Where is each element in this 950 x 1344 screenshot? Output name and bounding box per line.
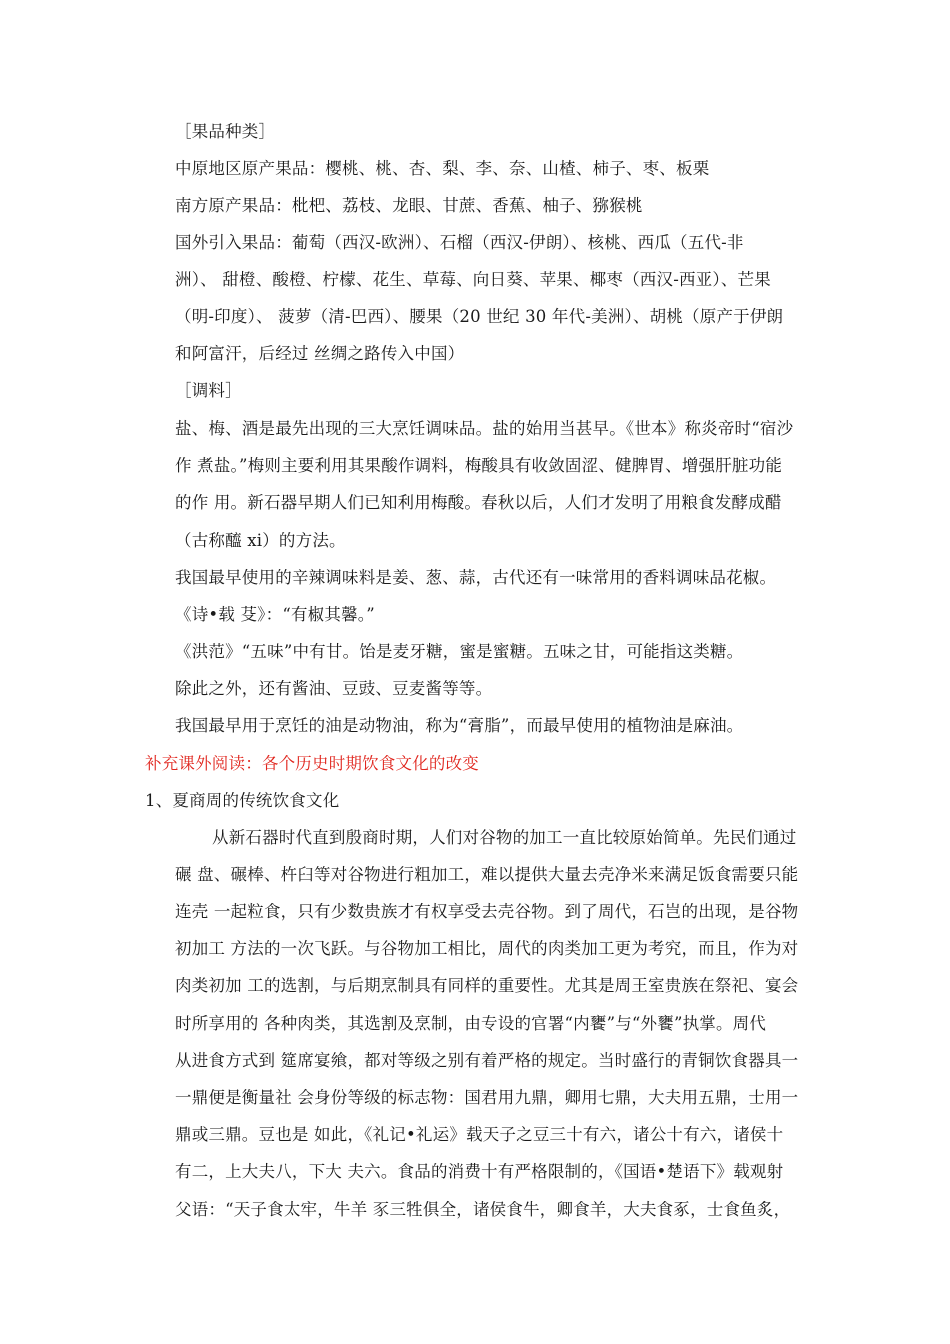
paragraph-line: 从进食方式到 筵席宴飨，都对等级之别有着严格的规定。当时盛行的青铜饮食器具一 bbox=[175, 1051, 799, 1070]
heading-fruit-types: ［果品种类］ bbox=[175, 122, 276, 141]
paragraph-line: 的作 用。新石器早期人们已知利用梅酸。春秋以后，人们才发明了用粮食发酵成醋 bbox=[175, 493, 782, 512]
paragraph-line: 从新石器时代直到殷商时期，人们对谷物的加工一直比较原始简单。先民们通过 bbox=[212, 828, 797, 847]
paragraph-line: 盐、梅、酒是最先出现的三大烹饪调味品。盐的始用当甚早。《世本》称炎帝时“宿沙 bbox=[175, 419, 794, 438]
paragraph-line: 作 煮盐。”梅则主要利用其果酸作调料，梅酸具有收敛固涩、健脾胃、增强肝脏功能 bbox=[175, 456, 783, 475]
paragraph-line: 碾 盘、碾棒、杵臼等对谷物进行粗加工，难以提供大量去壳净米来满足饭食需要只能 bbox=[175, 865, 799, 884]
paragraph-line: 连壳 一起粒食，只有少数贵族才有权享受去壳谷物。到了周代，石岂的出现，是谷物 bbox=[175, 902, 799, 921]
paragraph-line: 国外引入果品：葡萄（西汉-欧洲）、石榴（西汉-伊朗）、核桃、西瓜（五代-非 bbox=[175, 233, 744, 252]
section-heading-xia-shang-zhou: 1、夏商周的传统饮食文化 bbox=[145, 791, 340, 810]
paragraph-line: 一鼎便是衡量社 会身份等级的标志物：国君用九鼎，卿用七鼎，大夫用五鼎，士用一 bbox=[175, 1088, 799, 1107]
paragraph-line: 肉类初加 工的选割，与后期烹制具有同样的重要性。尤其是周王室贵族在祭祀、宴会 bbox=[175, 976, 799, 995]
paragraph-line: 洲）、 甜橙、酸橙、柠檬、花生、草莓、向日葵、苹果、椰枣（西汉-西亚）、芒果 bbox=[175, 270, 771, 289]
paragraph-line: 除此之外，还有酱油、豆豉、豆麦酱等等。 bbox=[175, 679, 493, 698]
paragraph-line: 和阿富汗，后经过 丝绸之路传入中国） bbox=[175, 344, 465, 363]
paragraph-line: 有二，上大夫八，下大 夫六。食品的消费十有严格限制的，《国语•楚语下》载观射 bbox=[175, 1162, 784, 1181]
paragraph-line: 父语：“天子食太牢，牛羊 豕三牲俱全，诸侯食牛，卿食羊，大夫食豖，士食鱼炙， bbox=[175, 1200, 791, 1219]
paragraph-line: 初加工 方法的一次飞跃。与谷物加工相比，周代的肉类加工更为考究，而且，作为对 bbox=[175, 939, 799, 958]
paragraph-line: （明-印度）、 菠萝（清-巴西）、腰果（20 世纪 30 年代-美洲）、胡桃（原产于伊朗 bbox=[175, 307, 784, 326]
paragraph-line: 鼎或三鼎。豆也是 如此，《礼记•礼运》载天子之豆三十有六，诸公十有六，诸侯十 bbox=[175, 1125, 784, 1144]
paragraph-line: （古称醯 xi）的方法。 bbox=[175, 531, 346, 550]
paragraph-line: 我国最早使用的辛辣调味料是姜、葱、蒜，古代还有一味常用的香料调味品花椒。 bbox=[175, 568, 777, 587]
paragraph-line: 我国最早用于烹饪的油是动物油，称为“膏脂”，而最早使用的植物油是麻油。 bbox=[175, 716, 744, 735]
paragraph-line: 南方原产果品：枇杷、荔枝、龙眼、甘蔗、香蕉、柚子、猕猴桃 bbox=[175, 196, 643, 215]
paragraph-line: 《诗•载 芟》：“有椒其馨。” bbox=[175, 605, 375, 624]
paragraph-line: 《洪范》“五味”中有甘。饴是麦牙糖，蜜是蜜糖。五味之甘，可能指这类糖。 bbox=[175, 642, 744, 661]
supplementary-reading-heading: 补充课外阅读：各个历史时期饮食文化的改变 bbox=[145, 754, 479, 773]
heading-seasoning: ［调料］ bbox=[175, 381, 242, 400]
paragraph-line: 时所享用的 各种肉类，其选割及烹制，由专设的官署“内饔”与“外饔”执掌。周代 bbox=[175, 1014, 767, 1033]
paragraph-line: 中原地区原产果品：樱桃、桃、杏、梨、李、奈、山楂、柿子、枣、板栗 bbox=[175, 159, 710, 178]
